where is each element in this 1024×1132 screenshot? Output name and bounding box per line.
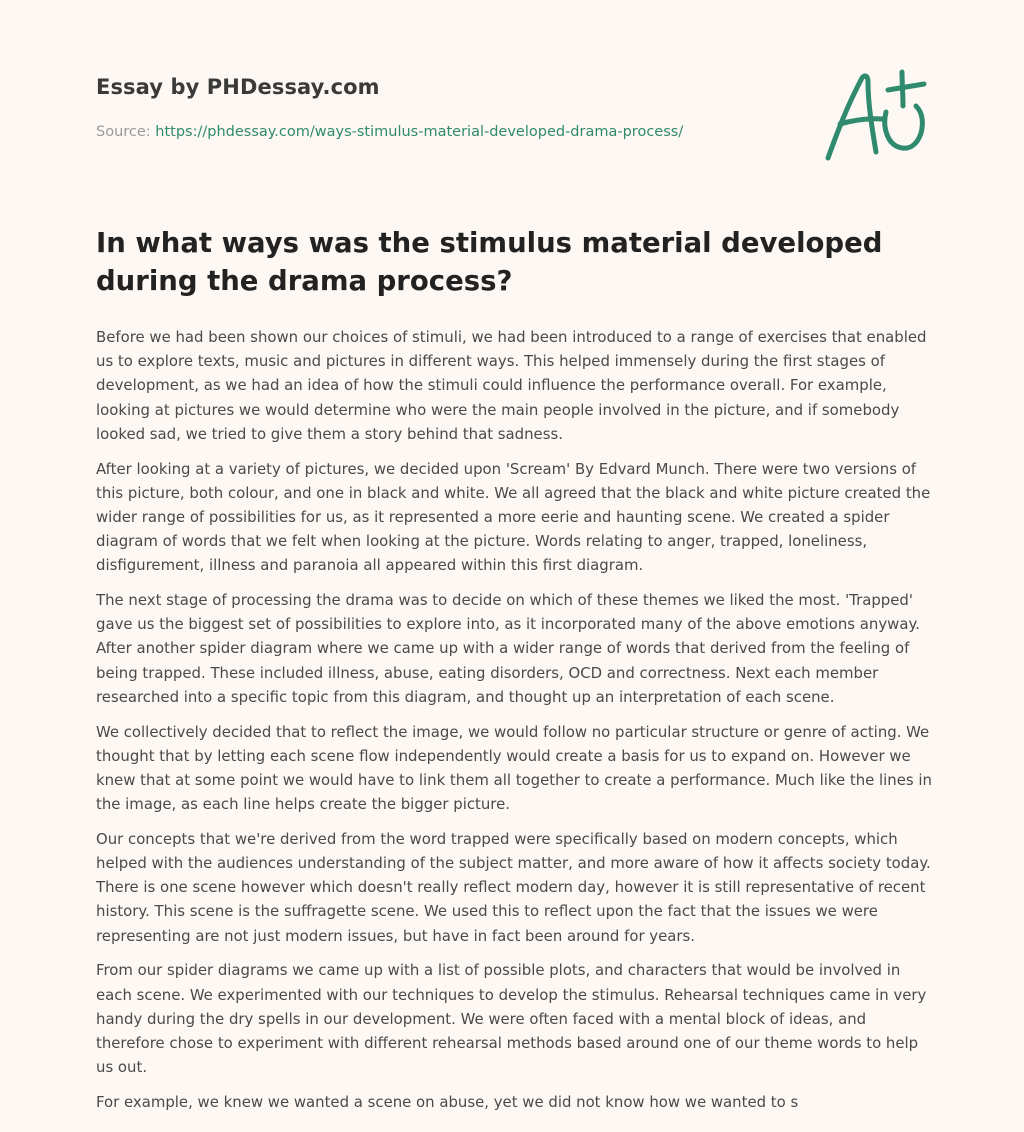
essay-paragraph: Before we had been shown our choices of stimuli, we had been introduced to a range of exercises that enabled us to explore texts, music and pictures in different ways. This helped immensely during the first stages of development, as we had an idea of how the stimuli could influence the performance overall. For example, looking at pictures we would determine who were the main people involved in the picture, and if somebody looked sad, we tried to give them a story behind that sadness. bbox=[96, 328, 927, 443]
source-label: Source: bbox=[96, 124, 156, 140]
essay-paragraph: Our concepts that we're derived from the word trapped were specifically based on modern concepts, which helped with the audiences understanding of the subject matter, and more aware of how it affects society today. There is one scene however which doesn't really reflect modern day, however it is still representative of recent history. This scene is the suffragette scene. We used this to reflect upon the fact that the issues we were representing are not just modern issues, but have in fact been around for years. bbox=[96, 829, 931, 945]
source-link[interactable]: https://phdessay.com/ways-stimulus-material-developed-drama-process/ bbox=[155, 124, 684, 140]
essay-title: In what ways was the stimulus material developed during the drama process? bbox=[96, 227, 883, 297]
essay-paragraph: The next stage of processing the drama was to decide on which of these themes we liked the most. 'Trapped' gave us the biggest set of possibilities to explore into, as it incorporated many of the above emotions anyway. After another spider diagram where we came up with a wider range of words that derived from the feeling of being trapped. These included illness, abuse, eating disorders, OCD and correctness. Next each member researched into a specific topic from this diagram, and thought up an interpretation of each scene. bbox=[96, 591, 920, 706]
essay-paragraph: We collectively decided that to reflect the image, we would follow no particular structure or genre of acting. We thought that by letting each scene flow independently would create a basis for us to expand on. However we knew that at some point we would have to link them all together to create a performance. Much like the lines in the image, as each line helps create the bigger picture. bbox=[96, 722, 932, 814]
essay-paragraph-truncated: For example, we knew we wanted a scene on abuse, yet we did not know how we wanted to s bbox=[96, 1092, 799, 1111]
source-line bbox=[96, 124, 683, 140]
essay-paragraph: From our spider diagrams we came up with a list of possible plots, and characters that would be involved in each scene. We experimented with our techniques to develop the stimulus. Rehearsal techniques came in very handy during the dry spells in our development. We were often faced with a mental block of ideas, and therefore chose to experiment with different rehearsal methods based around one of our theme words to help us out. bbox=[96, 961, 927, 1077]
essay-body bbox=[96, 325, 932, 1125]
essay-paragraph: After looking at a variety of pictures, we decided upon 'Scream' By Edvard Munch. There were two versions of this picture, both colour, and one in black and white. We all agreed that the black and white picture created the wider range of possibilities for us, as it represented a more eerie and haunting scene. We created a spider diagram of words that we felt when looking at the picture. Words relating to anger, trapped, loneliness, disfigurement, illness and paranoia all appeared within this first diagram. bbox=[96, 459, 931, 575]
a-plus-logo-icon bbox=[820, 66, 930, 166]
site-brand: Essay by PHDessay.com bbox=[96, 75, 380, 99]
